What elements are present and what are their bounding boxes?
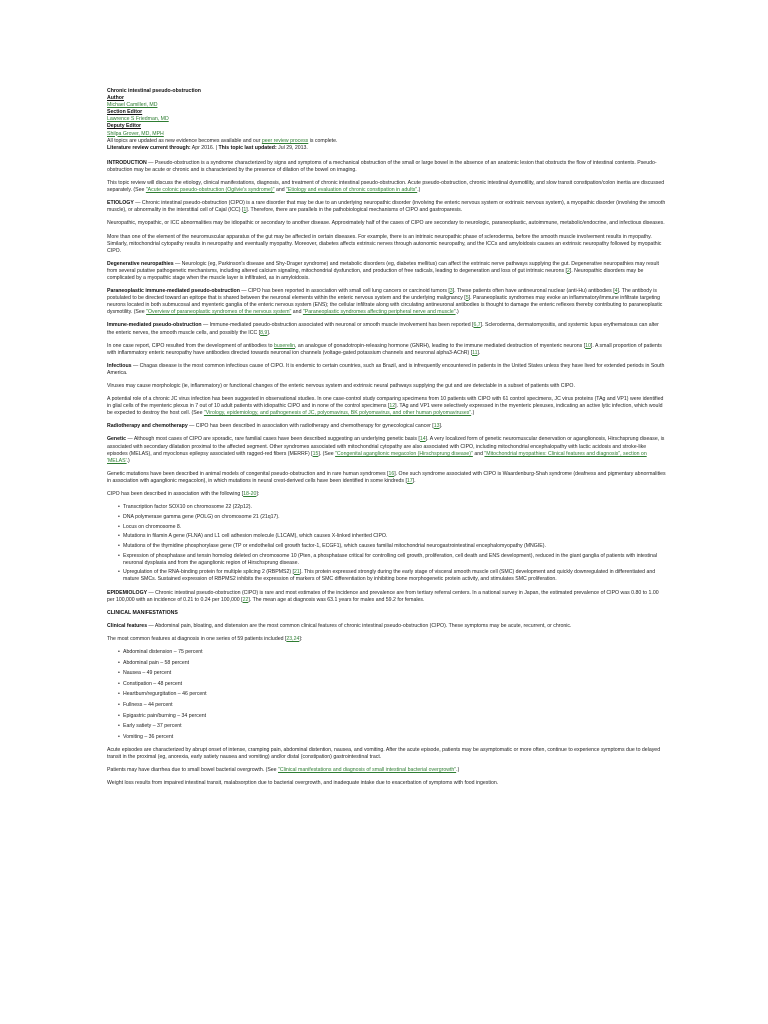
list-item: • Expression of phosphatase and tensin homolog deleted on chromosome 10 (Pten, a phosphatase critical for controlling cell growth, proliferation, cell death and ENS development), reduced in the giant ganglia of patients with intestinal neuronal dysplasia and from the aganglionic region of Hirschsprung disease. xyxy=(120,553,667,567)
paragraph xyxy=(107,288,667,316)
inline-link[interactable]: 22 xyxy=(242,596,249,603)
inline-link[interactable]: "Etiology and evaluation of chronic constipation in adults" xyxy=(286,187,418,194)
text-run: Weight loss results from impaired intestinal transit, malabsorption due to bacterial overgrowth, and inadequate intake due to exacerbation of symptoms with food ingestion. xyxy=(107,780,499,787)
inline-link[interactable]: 1 xyxy=(243,207,247,214)
paragraph xyxy=(107,767,667,774)
text-run: ]. Neuropathic disorders may be complicated by a myopathic stage when the muscle layer is infiltrated, as in amyloidosis. xyxy=(107,267,644,281)
list-item: • Transcription factor SOX10 on chromosome 22 (22p12). xyxy=(120,504,667,511)
text-run: — Chagas disease is the most common infectious cause of CIPO. It is endemic to certain countries, such as Brazil, and is infrequently encountered in patients in the United States unless they have lived for extended periods in South America. xyxy=(107,362,665,376)
text-run: and xyxy=(274,187,287,194)
text-run: Patients may have diarrhea due to small bowel bacterial overgrowth. (See xyxy=(107,767,278,774)
paragraph xyxy=(107,180,667,194)
paragraph xyxy=(107,590,667,604)
bold-heading: Immune-mediated pseudo-obstruction xyxy=(107,322,202,329)
text-run: ]. One such syndrome associated with CIPO is Waardenburg-Shah syndrome (deafness and pigmentary abnormalities in association with aganglionic megacolon), in which mutations in neural crest-derived cells have been identified in some kindreds [ xyxy=(107,470,666,484)
inline-link[interactable]: 18-20 xyxy=(243,491,257,498)
inline-link[interactable]: 13 xyxy=(433,423,440,430)
list-item: • Mutations in filamin A gene (FLNA) and L1 cell adhesion molecule (L1CAM), which causes X-linked inherited CIPO. xyxy=(120,533,667,540)
text-run: ]. xyxy=(439,423,443,430)
text-run: Apr 2016. | xyxy=(190,144,219,151)
paragraph xyxy=(107,234,667,255)
text-run: — Abdominal pain, bloating, and distension are the most common clinical features of chronic intestinal pseudo-obstruction (CIPO). These symptoms may be acute, recurrent, or chronic. xyxy=(147,622,572,629)
text-run: — Chronic intestinal pseudo-obstruction (CIPO) is rare and most estimates of the incidence and prevalence are from tertiary referral centers. In a national survey in Japan, the estimated prevalence of CIPO was 0.80 to 1.00 per 100,000 with an incidence of 0.21 to 0.24 per 100,000 [ xyxy=(107,589,659,603)
inline-link[interactable]: 11 xyxy=(472,349,478,356)
paragraph xyxy=(107,160,667,174)
reference-link[interactable]: 21 xyxy=(293,569,300,576)
text-run: Genetic mutations have been described in animal models of congenital pseudo-obstruction and in rare human syndromes [ xyxy=(107,470,389,477)
inline-link[interactable]: "Clinical manifestations and diagnosis of small intestinal bacterial overgrowth" xyxy=(278,767,457,774)
deputy-editor-link[interactable]: Shilpa Grover, MD, MPH xyxy=(107,130,164,137)
text-run: ]. These patients often have antineuronal nuclear (anti-Hu) antibodies [ xyxy=(452,288,615,295)
inline-link[interactable]: 23,24 xyxy=(286,635,300,642)
text-run: .) xyxy=(471,410,475,417)
list-item: • Abdominal pain – 58 percent xyxy=(120,660,667,667)
paragraph xyxy=(107,363,667,377)
text-run: ]. Scleroderma, dermatomyositis, and systemic lupus erythematosus can alter the enteric nerves, the smooth muscle cells, and possibly the ICC [ xyxy=(107,322,659,336)
text-run: The most common features at diagnosis in one series of 59 patients included [ xyxy=(107,635,287,642)
text-run: — Pseudo-obstruction is a syndrome characterized by signs and symptoms of a mechanical obstruction of the small or large bowel in the absence of an anatomic lesion that obstructs the flow of intestinal contents. Pseudo-obstruction may be acute or chronic and is characterized by the presence of dilation of the bowel on imaging. xyxy=(107,159,657,173)
bold-heading: Radiotherapy and chemotherapy xyxy=(107,423,188,430)
bold-heading: Paraneoplastic immune-mediated pseudo-obstruction xyxy=(107,288,240,295)
author-label: Author xyxy=(107,95,124,102)
text-run: — CIPO has been reported in association with small cell lung cancers or carcinoid tumors [ xyxy=(239,288,450,295)
section-editor-label: Section Editor xyxy=(107,109,143,116)
bold-heading: ETIOLOGY xyxy=(107,200,134,207)
text-run: .) xyxy=(455,309,459,316)
paragraph xyxy=(107,322,667,336)
paragraph xyxy=(107,471,667,485)
list-item: • Early satiety – 37 percent xyxy=(120,723,667,730)
bold-heading: This topic last updated: xyxy=(218,144,277,151)
paragraph xyxy=(107,261,667,282)
text-run: ]. The mean age at diagnosis was 63.1 years for males and 59.2 for females. xyxy=(248,596,425,603)
bold-heading: Literature review current through: xyxy=(107,144,191,151)
text-run: .) xyxy=(126,457,130,464)
inline-link[interactable]: 4 xyxy=(614,288,618,295)
list-item: • Fullness – 44 percent xyxy=(120,702,667,709)
text-run: ]. xyxy=(267,329,271,336)
text-run: ]. A small proportion of patients with inflammatory enteric neuropathy have antibodies directed towards neuronal ion channels (voltage-gated potassium channels and neuronal alpha3-AChR) [ xyxy=(107,342,662,356)
text-run: Viruses may cause morphologic (ie, inflammatory) or functional changes of the enteric nervous system and extrinsic neural pathways supplying the gut and are detectable in a subset of patients with CIPO. xyxy=(107,383,575,389)
text-run: .) xyxy=(456,767,460,774)
text-run: and xyxy=(472,450,485,457)
text-run: ]. xyxy=(477,349,481,356)
paragraph xyxy=(107,623,667,630)
bold-heading: INTRODUCTION xyxy=(107,159,147,166)
section-heading: CLINICAL MANIFESTATIONS xyxy=(107,609,178,616)
inline-link[interactable]: "Congenital aganglionic megacolon (Hirschsprung disease)" xyxy=(335,450,473,457)
inline-link[interactable]: 3 xyxy=(449,288,453,295)
list-item: • Constipation – 48 percent xyxy=(120,681,667,688)
text-run: .) xyxy=(417,187,421,194)
paragraph xyxy=(107,423,667,430)
inline-link[interactable]: "Overview of paraneoplastic syndromes of the nervous system" xyxy=(146,309,292,316)
inline-link[interactable]: 15 xyxy=(312,450,319,457)
text-run: ]. Therefore, there are parallels in the pathobiological mechanisms of CIPO and gastroparesis. xyxy=(246,207,463,214)
text-run: ]. Paraneoplastic syndromes may evoke an inflammatory/immune infiltrate targeting neurons located in both submucosal and myenteric ganglia of the enteric nervous system (ENS); the cellular infiltrate along with circulating antineuronal antibodies is thought to damage the enteric reflexes thereby contributing to paraneoplastic dysmotility. (See xyxy=(107,295,663,316)
inline-link[interactable]: 10 xyxy=(585,342,591,349)
list-item: • Mutations of the thymidine phosphorylase gene (TP or endothelial cell growth factor-1, ECGF1), which causes familial mitochondrial neurogastrointestinal encephalomyopathy (MNGIE). xyxy=(120,543,667,550)
inline-link[interactable]: 12 xyxy=(389,403,396,410)
text-run: — Neurologic (eg, Parkinson's disease and Shy-Drager syndrome) and metabolic disorders (eg, diabetes mellitus) can affect the extrinsic nerve pathways supplying the gut. Degenerative neuropathies may result from several putative pathogenetic mechanisms, including altered calcium signaling, mitochondrial dysfunction, and production of free radicals, leading to degeneration and loss of gut intrinsic neurons [ xyxy=(107,260,659,274)
bold-heading: Degenerative neuropathies xyxy=(107,260,174,267)
paragraph xyxy=(107,780,667,787)
list-item: • Nausea – 49 percent xyxy=(120,670,667,677)
text-run: CIPO has been described in association with the following [ xyxy=(107,491,244,498)
paragraph xyxy=(107,343,667,357)
inline-link[interactable]: 17 xyxy=(406,477,413,484)
paragraph xyxy=(107,636,667,643)
inline-link[interactable]: "Paraneoplastic syndromes affecting peripheral nerve and muscle" xyxy=(302,309,456,316)
bullet-list xyxy=(107,504,667,583)
text-run: ]. A very localized form of genetic neuromuscular denervation or aganglionosis, Hirschsprung disease, is associated with secondary dilatation proximal to the affected segment. Other syndromes associated with mitochondrial cytopathy are also associated with CIPO, including mitochondrial encephalopathy with lactic acidosis and stroke-like episodes (MELAS), and myoclonus epilepsy associated with ragged-red fibers (MERRF) [ xyxy=(107,436,665,457)
list-item: • DNA polymerase gamma gene (POLG) on chromosome 21 (21q17). xyxy=(120,514,667,521)
author-link[interactable]: Michael Camilleri, MD xyxy=(107,102,158,109)
list-item: • Vomiting – 36 percent xyxy=(120,734,667,741)
inline-link[interactable]: 16 xyxy=(388,470,395,477)
text-run: — Chronic intestinal pseudo-obstruction (CIPO) is a rare disorder that may be due to an underlying neuropathic disorder (involving the enteric nervous system or extrinsic nervous system), a myopathic disorder (involving the smooth muscle), or abnormality in the interstitial cell of Cajal (ICC) [ xyxy=(107,200,666,214)
paragraph xyxy=(107,747,667,761)
text-run: Jul 29, 2013. xyxy=(276,144,308,151)
text-run: ]. The antibody is postulated to be directed toward an epitope that is shared between the neuronal elements within the enteric nervous system and the underlying malignancy [ xyxy=(107,288,657,302)
text-run: ]. TAg and VP1 were selectively expressed in the myenteric plexuses, indicating an active lytic infection, which would be expected to destroy the host cell. (See xyxy=(107,403,663,417)
text-run: In one case report, CIPO resulted from the development of antibodies to xyxy=(107,342,274,349)
text-run: — Immune-mediated pseudo-obstruction associated with neuronal or smooth muscle involvement has been reported [ xyxy=(201,322,474,329)
text-run: Neuropathic, myopathic, or ICC abnormalities may be idiopathic or secondary to another disease. Approximately half of the cases of CIPO are secondary to neurologic, paraneoplastic, autoimmune, metabolic/endocrine, and infectious diseases. xyxy=(107,220,665,227)
text-run: All topics are updated as new evidence becomes available and our xyxy=(107,137,262,144)
review-dates xyxy=(107,145,667,152)
inline-link[interactable]: buserelin xyxy=(273,342,296,349)
inline-link[interactable]: peer review process xyxy=(261,137,309,144)
bullet-list xyxy=(107,649,667,741)
text-run: This topic review will discuss the etiology, clinical manifestations, diagnosis, and treatment of chronic intestinal pseudo-obstruction. Acute pseudo-obstruction, chronic intestinal dysmotility, and slow transit constipation/colon inertia are discussed separately. (See xyxy=(107,180,665,194)
paragraph xyxy=(107,396,667,417)
text-run: ]: xyxy=(299,635,303,642)
text-run: ]. (See xyxy=(318,450,336,457)
text-run: is complete. xyxy=(308,137,338,144)
article-title: Chronic intestinal pseudo-obstruction xyxy=(107,88,201,94)
text-run: A potential role of a chronic JC virus infection has been suggested in observational studies. In one case-control study comparing specimens from 10 patients with CIPO with 61 control specimens, JC virus proteins (TAg and VP1) were identified in glial cells of the myenteric plexus in 7 out of 10 adult patients with idiopathic CIPO and in none of the control specimens [ xyxy=(107,396,664,410)
text-run: ]: xyxy=(256,491,260,498)
bold-heading: Infectious xyxy=(107,362,132,369)
inline-link[interactable]: "Acute colonic pseudo-obstruction (Ogilvie's syndrome)" xyxy=(145,187,275,194)
paragraph xyxy=(107,200,667,214)
inline-link[interactable]: "Virology, epidemiology, and pathogenesis of JC, polyomavirus, BK polyomavirus, and other human polyomaviruses" xyxy=(203,410,472,417)
inline-link[interactable]: 5 xyxy=(465,295,469,302)
update-note xyxy=(107,138,667,145)
inline-link[interactable]: "Mitochondrial myopathies: Clinical features and diagnosis", section on 'MELAS' xyxy=(107,450,647,464)
text-run: More than one of the element of the neuromuscular apparatus of the gut may be affected in certain diseases. For example, there is an intrinsic neuropathic phase of scleroderma, before the smooth muscle involvement results in myopathy. Similarly, mitochondrial cytopathy results in neuropathy and eventually myopathy. Moreover, diabetes affects extrinsic nerves through autonomic neuropathy, and the ICCs and amyloidosis causes an extrinsic neuropathy followed by myopathic CIPO. xyxy=(107,233,662,254)
text-run: — CIPO has been described in association with radiotherapy and chemotherapy for gynecological cancer [ xyxy=(187,423,434,430)
inline-link[interactable]: 2 xyxy=(566,267,570,274)
bold-heading: Clinical features xyxy=(107,622,148,629)
paragraph xyxy=(107,383,667,390)
bold-heading: EPIDEMIOLOGY xyxy=(107,589,148,596)
article-body xyxy=(107,160,667,787)
bold-heading: Genetic xyxy=(107,436,127,443)
list-item: • Locus on chromosome 8. xyxy=(120,524,667,531)
inline-link[interactable]: 6,7 xyxy=(473,322,481,329)
inline-link[interactable]: 8,9 xyxy=(260,329,268,336)
list-item: • Heartburn/regurgitation – 46 percent xyxy=(120,691,667,698)
section-editor-link[interactable]: Lawrence S Friedman, MD xyxy=(107,116,169,123)
paragraph xyxy=(107,491,667,498)
text-run: Acute episodes are characterized by abrupt onset of intense, cramping pain, abdominal distention, nausea, and vomiting. After the acute episode, patients may be asymptomatic or more often, continue to experience symptoms due to delayed transit in the proximal (eg, anorexia, early satiety nausea and vomiting) and/or distal (constipation) gastrointestinal tract. xyxy=(107,746,661,760)
list-item: • Abdominal distension – 75 percent xyxy=(120,649,667,656)
list-item: • Upregulation of the RNA-binding protein for multiple splicing 2 (RBPMS2) [21]. This protein expressed strongly during the early stage of visceral smooth muscle cell (SMC) development and quickly downregulated in differentiated and mature SMCs. Sustained expression of RBPMS2 inhibits the expression of markers of SMC differentiation by inhibiting bone morphogenetic protein activity, and stimulates SMC proliferation. xyxy=(120,569,667,583)
text-run: ]. xyxy=(412,477,416,484)
paragraph xyxy=(107,436,667,464)
deputy-editor-label: Deputy Editor xyxy=(107,123,142,130)
list-item: • Epigastric pain/burning – 34 percent xyxy=(120,713,667,720)
text-run: — Although most cases of CIPO are sporadic, rare familial cases have been described suggesting an underlying genetic basis [ xyxy=(126,436,420,443)
paragraph xyxy=(107,220,667,227)
inline-link[interactable]: 14 xyxy=(419,436,426,443)
text-run: , an analogue of gonadotropin-releasing hormone (GNRH), leading to the immune mediated destruction of myenteric neurons [ xyxy=(295,342,586,349)
text-run: and xyxy=(291,309,303,316)
